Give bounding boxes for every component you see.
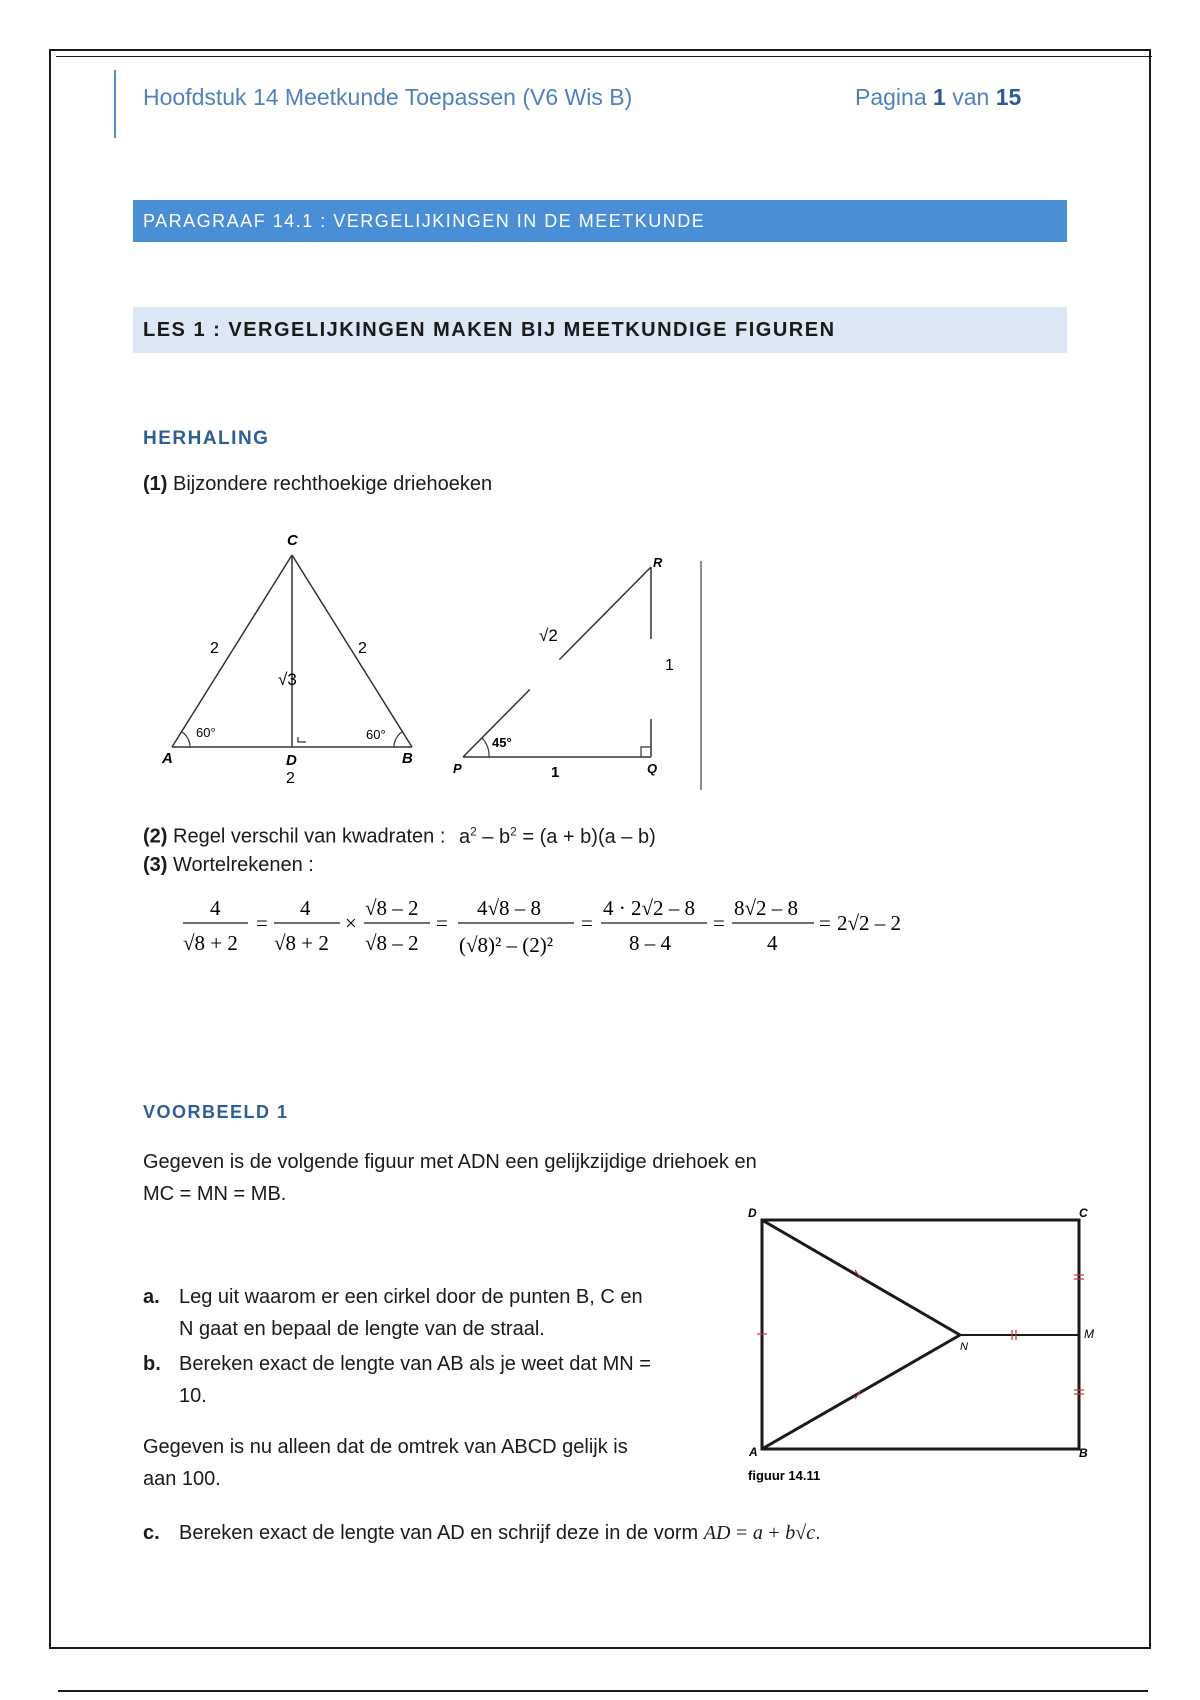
question-a-line2: N gaat en bepaal de lengte van de straal. [179,1318,545,1340]
difference-of-squares-formula: $a^2 - b^2 = (a + b)(a - b)$ [458,824,656,848]
label-q: Q [647,761,658,776]
voorbeeld-intro-2: MC = MN = MB. [143,1183,287,1205]
vertical-length: 1 [665,657,674,674]
item-1-text: Bijzondere rechthoekige driehoeken [173,473,493,495]
page-mid: van [952,84,990,110]
frac5-den: 8 – 4 [629,931,671,955]
page-prefix: Pagina [855,84,927,110]
question-b-line1: Bereken exact de lengte van AB als je weet dat MN = [179,1353,651,1375]
item-2-text: Regel verschil van kwadraten : [173,825,446,848]
label-rect-n: N [960,1341,968,1353]
hyp-length: √2 [539,626,558,645]
label-b: B [402,750,413,767]
side-left-length: 2 [210,640,219,657]
frac4-den: (√8)² – (2)² [459,933,554,957]
label-rect-a: A [749,1445,758,1459]
triangle-45-figure [445,555,715,795]
frac6-num: 8√2 – 8 [734,896,799,920]
question-c-text: Bereken exact de lengte van AD en schrijf deze in de vorm [179,1522,699,1544]
frac5-num: 4 · 2√2 – 8 [603,896,696,920]
angle-a: 60° [196,725,216,740]
side-cb [292,555,412,747]
frac2-num: 4 [300,896,311,920]
times: × [345,911,357,935]
frame-inner-rule [56,56,1152,57]
eq-5: = [819,911,831,935]
item-1 [143,470,492,498]
page-total: 15 [995,84,1022,110]
frac3-num: √8 – 2 [365,896,419,920]
side-ac [172,555,292,747]
question-c-label: c. [143,1522,160,1544]
question-a-label: a. [143,1286,160,1308]
label-rect-c: C [1079,1206,1088,1220]
question-a-line1: Leg uit waarom er een cirkel door de punten B, C en [179,1286,643,1308]
right-angle-mark [298,737,306,742]
result: 2√2 – 2 [837,911,902,935]
base-length: 2 [286,770,295,787]
page-indicator [855,84,1021,111]
frac6-den: 4 [767,931,778,955]
eq-1: = [256,911,268,935]
label-a: A [162,750,173,767]
eq-2: = [436,911,448,935]
item-1-number: (1) [143,473,168,495]
hypotenuse-pr [463,567,651,757]
frac2-den: √8 + 2 [274,931,329,955]
bottom-rule [58,1690,1148,1692]
question-b-line2: 10. [179,1385,207,1407]
eq-4: = [713,911,725,935]
item-3-text: Wortelrekenen : [173,854,314,876]
given-line-2: aan 100. [143,1468,221,1490]
item-3 [143,851,314,879]
height-length: √3 [278,670,297,689]
root-calculation [180,890,940,970]
angle-arc-a [182,732,190,747]
header-title: Hoofdstuk 14 Meetkunde Toepassen (V6 Wis B) [143,84,633,110]
angle-arc-p [482,738,489,757]
herhaling-heading: HERHALING [143,428,270,449]
angle-b: 60° [366,727,386,742]
question-c: Bereken exact de lengte van AD en schrijf deze in de vorm AD = a + b√c. [179,1522,821,1544]
item-2-number: (2) [143,825,168,848]
frac3-den: √8 – 2 [365,931,419,955]
angle-arc-b [394,732,402,747]
frac1-num: 4 [210,896,221,920]
question-b-label: b. [143,1353,161,1375]
voorbeeld-heading: VOORBEELD 1 [143,1102,289,1122]
eq-3: = [581,911,593,935]
right-angle-mark-q [641,747,651,757]
lesson-band: LES 1 : VERGELIJKINGEN MAKEN BIJ MEETKUNDIGE FIGUREN [133,307,1067,353]
page-number: 1 [933,84,946,110]
voorbeeld-intro-1: Gegeven is de volgende figuur met ADN een gelijkzijdige driehoek en [143,1151,757,1173]
rectangle-figure [740,1200,1110,1490]
label-rect-m: M [1084,1327,1094,1341]
label-rect-d: D [748,1206,757,1220]
paragraph-band: PARAGRAAF 14.1 : VERGELIJKINGEN IN DE MEETKUNDE [133,200,1067,242]
label-r: R [653,555,663,570]
base-length-45: 1 [551,764,560,781]
question-c-formula: AD [703,1522,731,1544]
angle-p: 45° [492,735,512,750]
segment-dn [762,1220,960,1335]
label-c: C [287,532,298,549]
given-line-1: Gegeven is nu alleen dat de omtrek van ABCD gelijk is [143,1436,628,1458]
label-p: P [453,761,462,776]
label-d: D [286,752,297,769]
frac1-den: √8 + 2 [183,931,238,955]
triangle-60-figure [160,525,430,795]
label-rect-b: B [1079,1446,1088,1460]
segment-an [762,1335,960,1449]
figure-caption: figuur 14.11 [748,1468,821,1483]
side-right-length: 2 [358,640,367,657]
header-accent-bar [114,70,116,138]
item-2 [143,817,656,851]
frac4-num: 4√8 – 8 [477,896,542,920]
item-3-number: (3) [143,854,168,876]
